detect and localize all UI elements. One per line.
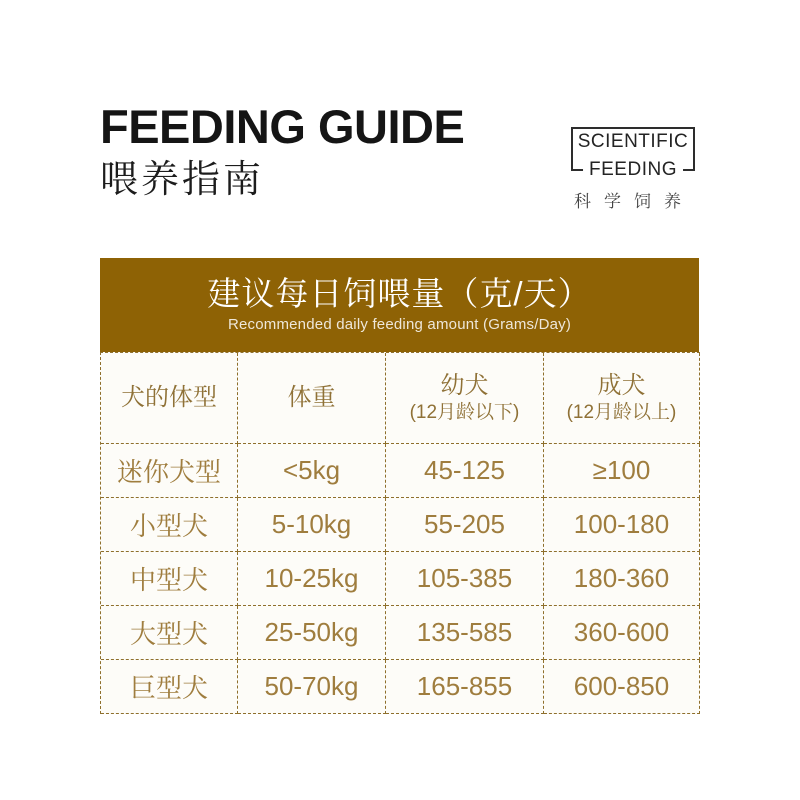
table-cell-weight: 50-70kg [238,660,386,714]
col-header-sublabel: (12月龄以上) [566,402,677,424]
col-header-label: 幼犬 [440,372,489,400]
table-cell-type: 小型犬 [101,498,238,552]
table-cell-weight: <5kg [238,444,386,498]
feeding-table [100,352,700,714]
badge-line1: SCIENTIFIC [577,131,689,152]
col-header-adult [544,353,700,444]
table-cell-weight: 5-10kg [238,498,386,552]
badge-caption: 科学饲养 [574,192,694,211]
page-title-en: FEEDING GUIDE [100,100,465,153]
table-cell-type: 大型犬 [101,606,238,660]
table-title-band [100,258,699,352]
table-cell-adult: ≥100 [544,444,700,498]
band-subtitle: Recommended daily feeding amount (Grams/Day) [227,315,572,333]
table-cell-puppy: 105-385 [386,552,544,606]
band-title: 建议每日饲喂量（克/天） [207,275,592,312]
badge-line2: FEEDING [583,160,683,180]
table-cell-puppy: 165-855 [386,660,544,714]
col-header-sublabel: (12月龄以下) [409,402,520,424]
table-cell-adult: 100-180 [544,498,700,552]
col-header-weight [238,353,386,444]
table-cell-puppy: 135-585 [386,606,544,660]
col-header-label: 犬的体型 [121,384,217,411]
table-cell-type: 巨型犬 [101,660,238,714]
table-cell-adult: 600-850 [544,660,700,714]
table-cell-type: 中型犬 [101,552,238,606]
table-cell-puppy: 45-125 [386,444,544,498]
table-cell-adult: 360-600 [544,606,700,660]
table-cell-type: 迷你犬型 [101,444,238,498]
col-header-label: 成犬 [597,372,646,400]
page-title-zh: 喂养指南 [100,159,265,201]
scientific-feeding-badge [571,127,695,212]
col-header-label: 体重 [287,384,336,411]
table-cell-weight: 25-50kg [238,606,386,660]
table-cell-adult: 180-360 [544,552,700,606]
col-header-dog-type [101,353,238,444]
table-cell-puppy: 55-205 [386,498,544,552]
col-header-puppy [386,353,544,444]
badge-frame [571,127,695,181]
table-cell-weight: 10-25kg [238,552,386,606]
